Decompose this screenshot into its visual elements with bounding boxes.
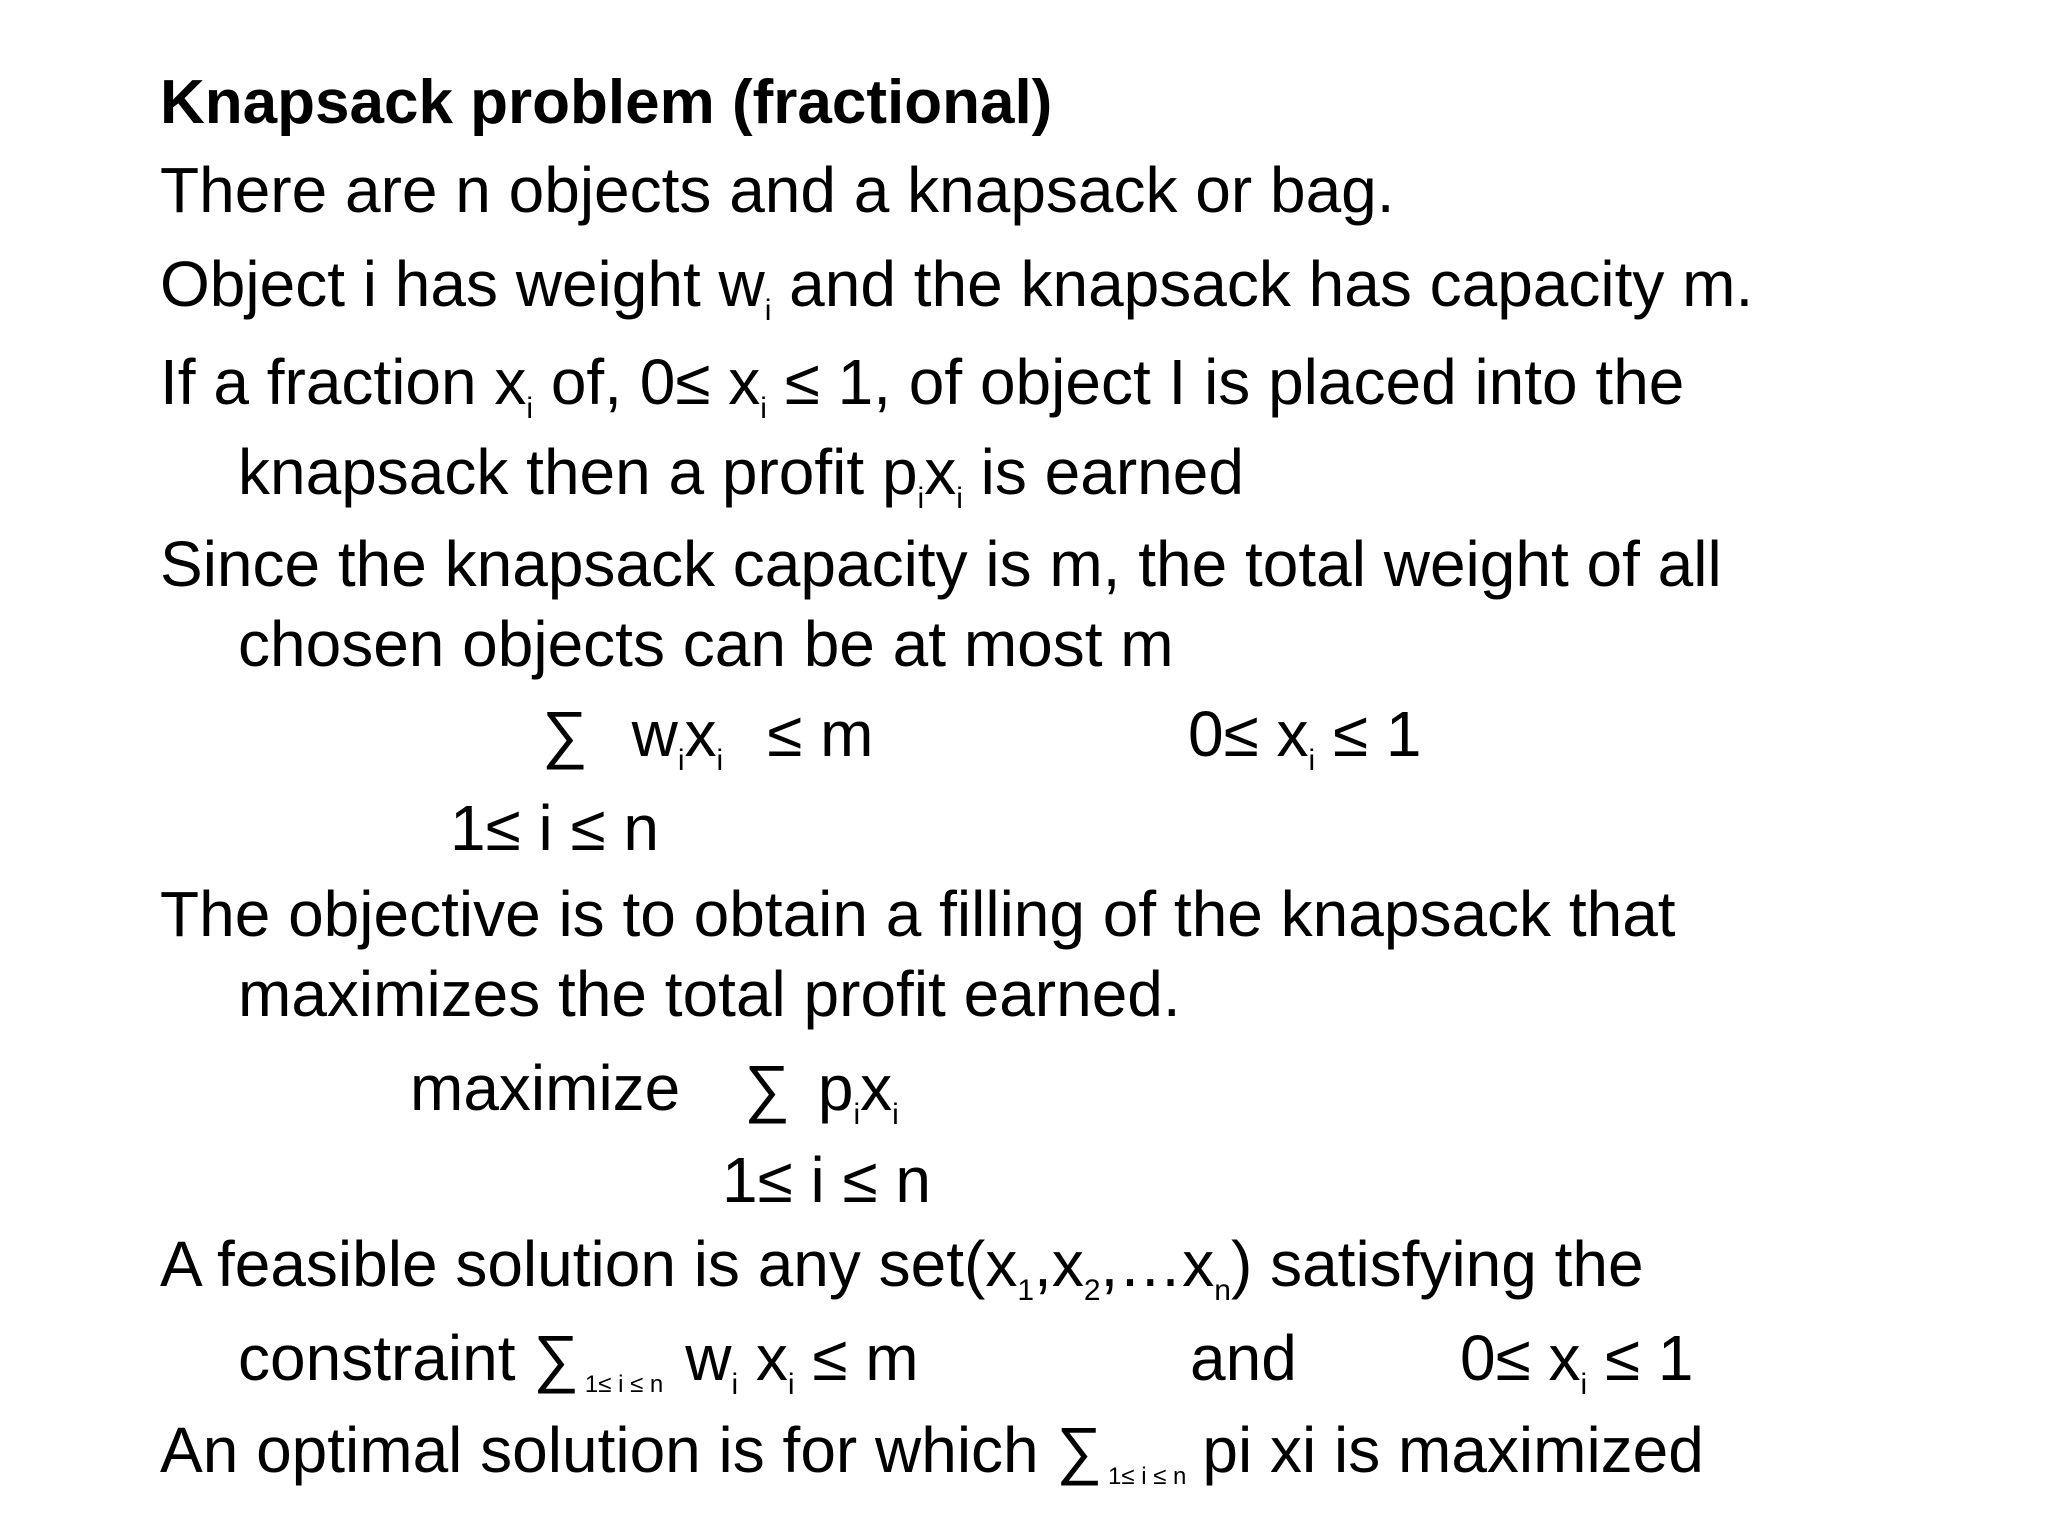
- sum-symbol: ∑: [542, 698, 588, 770]
- objective-line-2: maximizes the total profit earned.: [238, 958, 1181, 1030]
- since-line-2: chosen objects can be at most m: [238, 608, 1174, 680]
- constraint-range: 1≤ i ≤ n: [450, 792, 659, 864]
- since-line-1: Since the knapsack capacity is m, the total weight of all: [160, 528, 1722, 600]
- sum-symbol: ∑: [744, 1052, 790, 1124]
- constraint-bound: $0\le x_i \le 1$: [1188, 698, 1422, 777]
- constraint-line-bound: $0\le x_i \le 1$: [1460, 1322, 1694, 1401]
- constraint-formula: ∑ $w_ix_i \le m$: [542, 698, 874, 777]
- slide-title: Knapsack problem (fractional): [160, 68, 1053, 137]
- constraint-and: and: [1190, 1322, 1297, 1394]
- objective-line-1: The objective is to obtain a filling of the knapsack that: [160, 878, 1676, 950]
- maximize-formula: maximize ∑ $p_ix_i$: [410, 1052, 899, 1131]
- constraint-line: constraint ∑ $_{1\le i \le n}$ $w_i$ $x_i \le m$: [238, 1322, 919, 1401]
- object-weight-line: Object i has weight $w_i$ and the knapsack has capacity m.: [160, 248, 1754, 327]
- feasible-line: A feasible solution is any $set(x_1,x_2,\dots x_n)$ satisfying the: [160, 1228, 1644, 1307]
- intro-line: There are n objects and a knapsack or bag.: [160, 154, 1395, 226]
- maximize-range: 1≤ i ≤ n: [722, 1144, 931, 1216]
- optimal-line: An optimal solution is for which ∑ $_{1\le i \le n}$ pi xi is maximized: [160, 1414, 1704, 1490]
- profit-line: knapsack then a profit $p_ix_i$ is earned: [238, 436, 1244, 515]
- fraction-line: If a fraction $x_i$ of, $0\le x_i \le 1$, of object I is placed into the: [160, 346, 1685, 425]
